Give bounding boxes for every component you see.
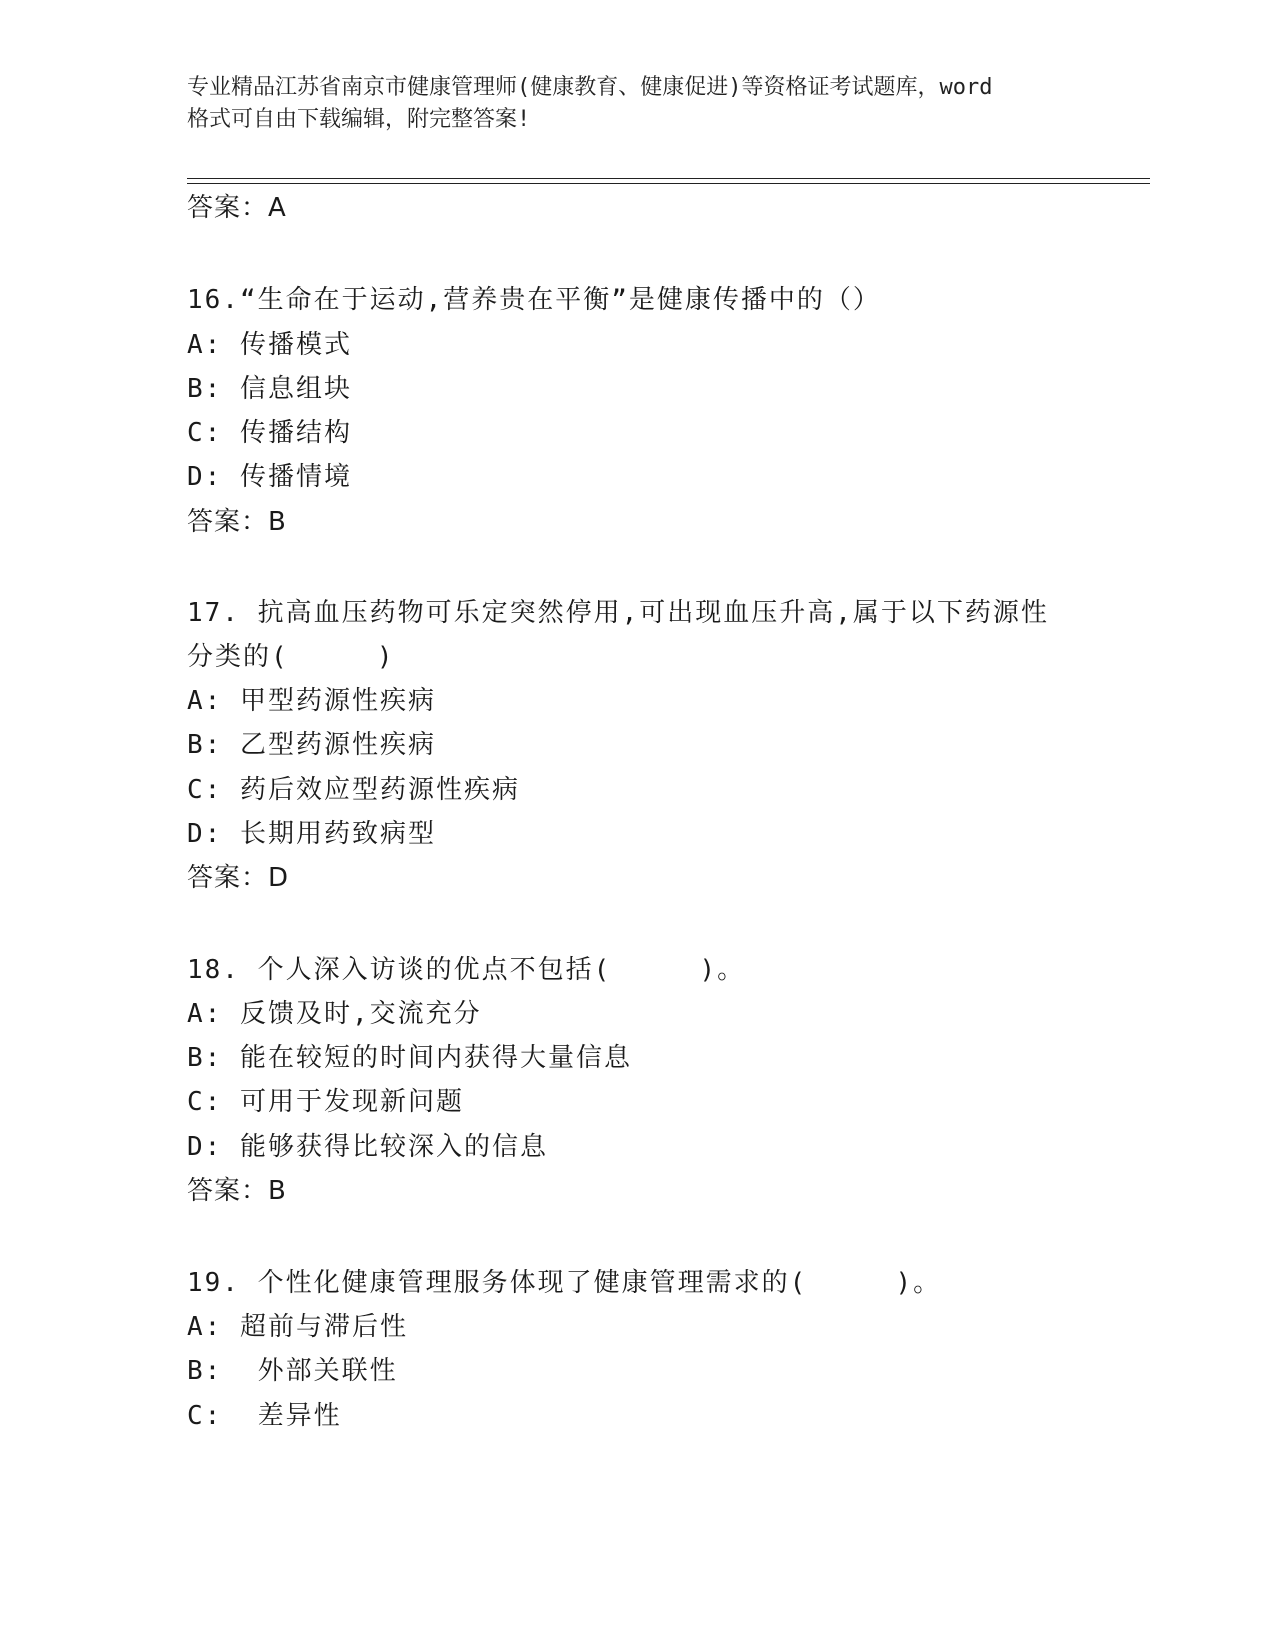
header-divider-bottom	[187, 183, 1150, 184]
question-19-option-c: C: 差异性	[187, 1401, 342, 1431]
question-18-option-c: C: 可用于发现新问题	[187, 1087, 464, 1117]
question-16-option-d: D: 传播情境	[187, 462, 352, 492]
question-19-stem: 19. 个性化健康管理服务体现了健康管理需求的( )。	[187, 1268, 942, 1298]
question-17-option-d: D: 长期用药致病型	[187, 819, 436, 849]
question-18-option-a: A: 反馈及时,交流充分	[187, 999, 482, 1029]
question-19-option-a: A: 超前与滞后性	[187, 1312, 408, 1342]
question-16-option-a: A: 传播模式	[187, 330, 352, 360]
answer-16: 答案：B	[187, 507, 287, 537]
header-line-1: 专业精品江苏省南京市健康管理师(健康教育、健康促进)等资格证考试题库，word	[187, 75, 993, 100]
question-18-option-d: D: 能够获得比较深入的信息	[187, 1132, 548, 1162]
question-16-option-c: C: 传播结构	[187, 418, 352, 448]
answer-18: 答案：B	[187, 1176, 287, 1206]
question-17-option-c: C: 药后效应型药源性疾病	[187, 775, 520, 805]
header-line-2: 格式可自由下载编辑，附完整答案!	[187, 107, 531, 132]
question-17-stem-line-1: 17. 抗高血压药物可乐定突然停用,可出现血压升高,属于以下药源性	[187, 598, 1049, 628]
question-16-option-b: B: 信息组块	[187, 374, 352, 404]
question-16-stem: 16.“生命在于运动,营养贵在平衡”是健康传播中的（）	[187, 285, 881, 315]
question-17-option-b: B: 乙型药源性疾病	[187, 730, 436, 760]
question-17-option-a: A: 甲型药源性疾病	[187, 686, 436, 716]
question-17-stem-line-2: 分类的( )	[187, 642, 395, 672]
header-divider-top	[187, 178, 1150, 179]
question-18-option-b: B: 能在较短的时间内获得大量信息	[187, 1043, 632, 1073]
answer-15: 答案：A	[187, 193, 287, 223]
answer-17: 答案：D	[187, 863, 290, 893]
document-header	[187, 72, 1087, 136]
question-19-option-b: B: 外部关联性	[187, 1356, 398, 1386]
question-18-stem: 18. 个人深入访谈的优点不包括( )。	[187, 955, 746, 985]
